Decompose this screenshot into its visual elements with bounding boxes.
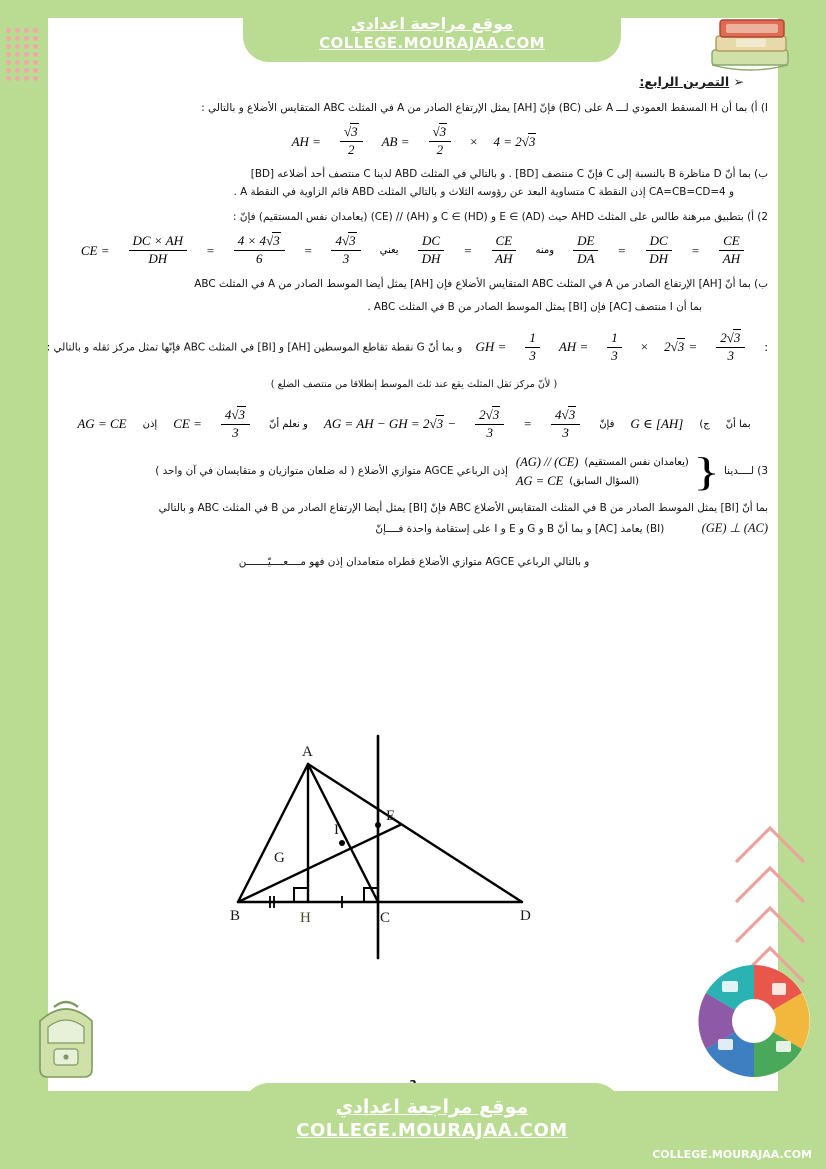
part3-brace-line1-math: (AG) // (CE) (515, 454, 579, 469)
part2-line-b3-text: و بما أنّ G نقطة تقاطع الموسطين [AH] و [BI] في المثلث ABC فإنّها تمثل مركز ثقله و بالتالي : (46, 341, 463, 354)
figure-label-E: E (386, 808, 396, 824)
part1-label: I) أ) (750, 102, 768, 114)
part1-line-c: و CA=CB=CD=4 إذن النقطة C متساوية البعد عن رؤوسه الثلاث و بالتالي المثلث ABD قائم الزاوية في النقطة A . (233, 186, 734, 199)
site-name-arabic: موقع مراجعة اعدادي (350, 14, 514, 34)
part2-label: 2) أ) (747, 211, 768, 224)
part2-line-a (60, 210, 768, 225)
geometry-figure (190, 722, 590, 972)
part2-line-c: AG = CE إذن CE = $\frac{4√3}{3}$ و نعلم أنّ AG = AH − GH = 2√3 − $\frac{2√3}{3}$ = $\frac{4√3}{3}$ فإنّ G ∈ [AH] ج) بما أنّ (77, 407, 751, 440)
part2-label-b: ب) (754, 278, 768, 291)
part2-line-b3: GH = $\frac{1}{3}$ AH = $\frac{1}{3}$ × 2√3 = $\frac{2√3}{3}$ : و بما أنّ G نقطة تقاطع الموسطين [AH] و [BI] في المثلث ABC فإنّها تمثل مركز ثقله و بالتالي : (46, 330, 768, 364)
site-header-banner (243, 6, 621, 62)
part1-line-b (60, 167, 768, 182)
segment-BA (238, 764, 308, 902)
books-illustration (696, 6, 808, 84)
point-E (375, 822, 381, 828)
school-icons-wheel (692, 959, 816, 1083)
part3-label: 3) لــــدينا (724, 465, 768, 478)
connector-wamenho: ومنه (535, 245, 555, 257)
part3-brace-line2-note: (السؤال السابق) (569, 475, 640, 487)
bullet-icon: ➢ (733, 74, 744, 89)
part3-brace-line1 (516, 455, 689, 470)
decorative-dots (6, 28, 42, 84)
part3-line-c-math: (GE) ⊥ (AC) (701, 520, 768, 535)
part1-line-a-text: بما أن H المسقط العمودي لـــ A على (BC) فإنّ [AH] يمثل الإرتفاع الصادر من A في المثلث ABC المتقايس الأضلاع و بالتالي : (201, 102, 748, 114)
part1-line-b-text: بما أنّ D مناظرة B بالنسبة إلى C فإنّ C منتصف [BD] . و بالتالي في المثلث ABD لدينا C منتصف أحد أضلاعه [BD] (250, 167, 751, 180)
right-angle-mark-H (294, 888, 308, 902)
part3-line-b: بما أنّ [BI] يمثل الموسط الصادر من B في المثلث المتقايس الأضلاع ABC فإنّ [BI] يمثل أيضا الإرتفاع الصادر من B في المثلث ABC و بالتالي (158, 501, 768, 514)
exercise-content (46, 74, 768, 573)
part2-note: ( لأنّ مركز ثقل المثلث يقع عند ثلث الموسط إنطلاقا من منتصف الضلع ) (270, 379, 558, 391)
curly-brace-icon: { (692, 448, 720, 494)
formula-AH: AH = $\frac{√3}{2}$ AB = $\frac{√3}{2}$ × 4 = 2√3 (291, 124, 536, 158)
site-url-footer[interactable]: COLLEGE.MOURAJAA.COM (296, 1119, 568, 1141)
part3-brace-line2-math: AG = CE (515, 473, 564, 488)
point-I (339, 840, 345, 846)
part2-line-a-text: بتطبيق مبرهنة طالس على المثلث AHD حيث E ∈ (AD) و C ∈ (HD) و (AH) // (CE) (يعامدان نفس المستقيم) فإنّ : (233, 211, 744, 224)
figure-label-G: G (274, 850, 285, 866)
part1-label-b: ب) (754, 167, 768, 180)
part3-final: و بالتالي الرباعي AGCE متوازي الأضلاع قطراه متعامدان إذن فهو مــــعــــيّـــــــن (238, 556, 590, 569)
segment-BE (238, 825, 400, 902)
site-url-header[interactable]: COLLEGE.MOURAJAA.COM (319, 33, 545, 52)
connector-yaani: يعني (379, 245, 399, 257)
site-name-arabic-footer: موقع مراجعة اعدادي (335, 1095, 529, 1118)
part3-brace-line2 (516, 474, 689, 489)
backpack-illustration (14, 991, 118, 1087)
part1-line-a (60, 101, 768, 116)
thales-equation-chain: CE = $\frac{DC \times AH}{DH}$ = $\frac{4 \times 4√3}{6}$ = $\frac{4√3}{3}$ يعني $\frac{DC}{DH}$ = $\frac{CE}{AH}$ ومنه $\frac{DE}{DA}$ = $\frac{DC}{DH}$ = $\frac{CE}{AH}$ (60, 234, 768, 267)
exercise-title: التمرين الرابع: (639, 74, 730, 89)
site-footer-banner (243, 1083, 621, 1155)
figure-label-A: A (302, 744, 313, 760)
exercise-title-row (60, 74, 768, 89)
part3-brace-line1-note: (يعامدان نفس المستقيم) (584, 456, 689, 468)
figure-label-D: D (520, 908, 531, 924)
figure-label-C: C (380, 910, 391, 926)
part2-line-b2: بما أن I منتصف [AC] فإن [BI] يمثل الموسط الصادر من B في المثلث ABC . (367, 301, 702, 314)
part2-line-b (60, 277, 768, 292)
figure-label-H: H (300, 910, 311, 926)
segment-AD (308, 764, 522, 902)
part3-line-c (60, 519, 768, 537)
part3-line-c-text: (BI) يعامد [AC] و بما أنّ B و G و E و I على إستقامة واحدة فــــإنّ (375, 522, 665, 535)
figure-label-I: I (334, 822, 339, 838)
corner-site-url[interactable]: COLLEGE.MOURAJAA.COM (652, 1148, 812, 1161)
segment-AC (308, 764, 378, 902)
part2-line-b-text: بما أنّ [AH] الإرتفاع الصادر من A في المثلث ABC المتقايس الأضلاع فإن [AH] يمثل أيضا الموسط الصادر من A في المثلث ABC (194, 278, 751, 291)
part2-label-c: ج) (699, 418, 710, 430)
part3-conclusion: إذن الرباعي AGCE متوازي الأضلاع ( له ضلعان متوازيان و متقايسان في آن واحد ) (155, 465, 508, 478)
part3-system (60, 448, 768, 494)
figure-label-B: B (230, 908, 241, 924)
